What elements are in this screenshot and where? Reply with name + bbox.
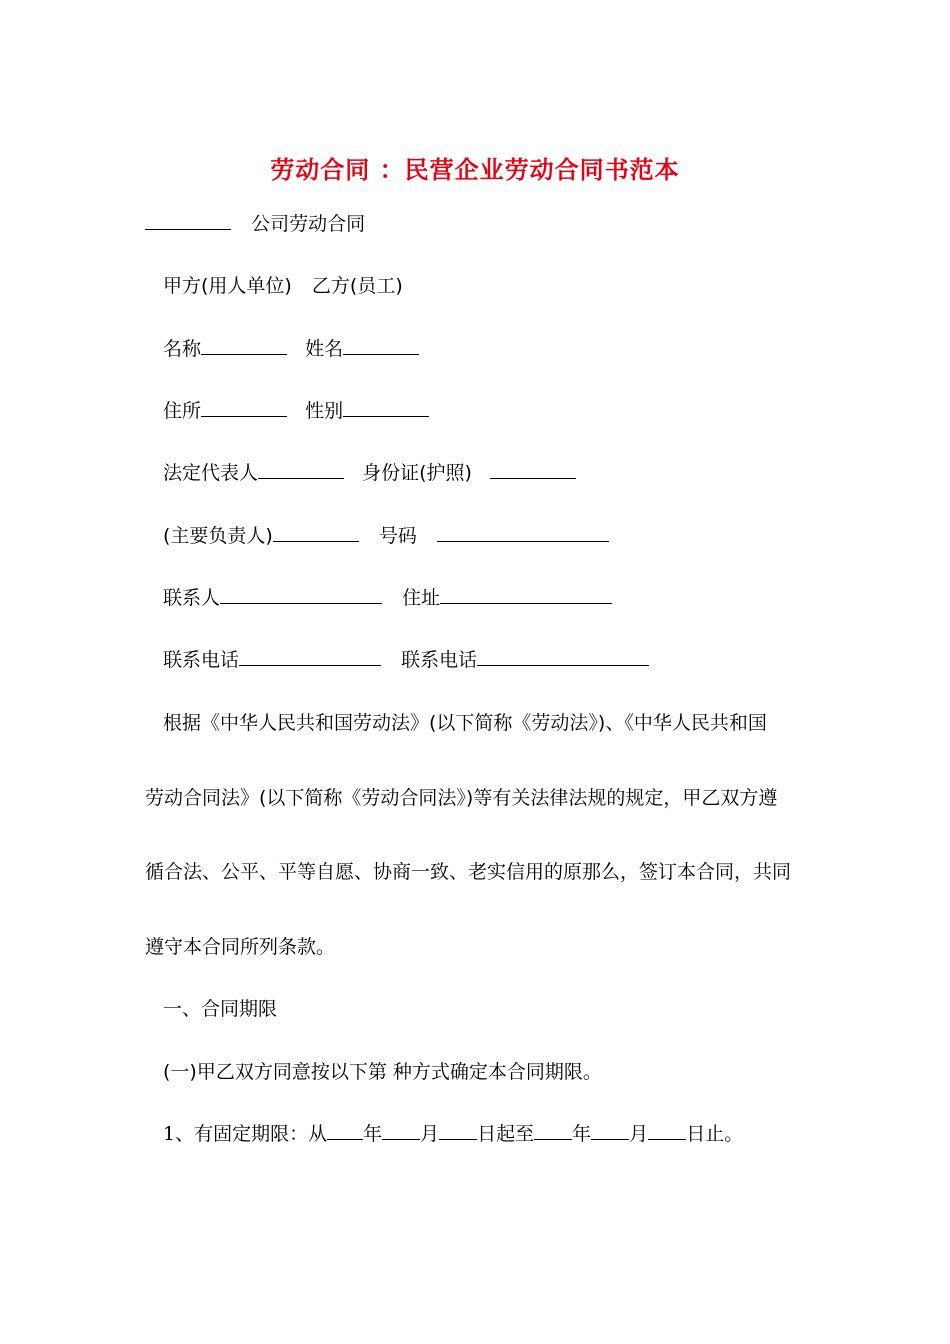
party-b-label: 乙方(员工) xyxy=(311,275,403,297)
contact-person-label: 联系人 xyxy=(163,587,221,609)
residence-line xyxy=(163,398,429,424)
id-card-label: 身份证(护照) xyxy=(362,462,472,484)
contact-line xyxy=(163,585,612,611)
preamble-line-3: 循合法、公平、平等自愿、协商一致、老实信用的原那么，签订本合同，共同 xyxy=(145,861,792,883)
to-month-label: 月 xyxy=(629,1123,649,1145)
from-month-label: 月 xyxy=(420,1123,440,1145)
company-name-blank xyxy=(145,211,231,230)
gender-blank xyxy=(343,398,429,417)
fixed-term-line xyxy=(163,1121,743,1147)
preamble-line-4: 遵守本合同所列条款。 xyxy=(145,936,336,958)
from-day-label: 日起至 xyxy=(477,1123,535,1145)
name-blank xyxy=(201,336,287,355)
address-blank xyxy=(440,585,612,604)
from-day-blank xyxy=(439,1121,477,1140)
to-day-label: 日止。 xyxy=(686,1123,744,1145)
party-a-label: 甲方(用人单位) xyxy=(163,275,292,297)
contract-heading-line xyxy=(145,211,365,237)
full-name-blank xyxy=(343,336,419,355)
to-month-blank xyxy=(591,1121,629,1140)
gender-label: 性别 xyxy=(305,400,344,422)
phone-a-label: 联系电话 xyxy=(163,649,240,671)
residence-blank xyxy=(201,398,287,417)
from-year-label: 年 xyxy=(363,1123,383,1145)
contact-person-blank xyxy=(220,585,382,604)
legal-rep-line xyxy=(163,460,576,486)
preamble-line-2: 劳动合同法》(以下简称《劳动合同法》)等有关法律法规的规定，甲乙双方遵 xyxy=(145,787,778,809)
id-card-blank xyxy=(490,460,576,479)
from-year-blank xyxy=(327,1121,363,1140)
from-month-blank xyxy=(382,1121,420,1140)
name-label: 名称 xyxy=(163,338,202,360)
address-label: 住址 xyxy=(402,587,441,609)
preamble-line-1: 根据《中华人民共和国劳动法》(以下简称《劳动法》)、《中华人民共和国 xyxy=(163,712,767,734)
principal-blank xyxy=(273,523,359,542)
legal-rep-label: 法定代表人 xyxy=(163,462,259,484)
number-label: 号码 xyxy=(378,525,417,547)
phone-b-blank xyxy=(477,647,649,666)
phone-a-blank xyxy=(239,647,381,666)
legal-rep-blank xyxy=(258,460,344,479)
residence-label: 住所 xyxy=(163,400,202,422)
to-year-label: 年 xyxy=(572,1123,592,1145)
parties-line xyxy=(163,273,403,299)
section-sub-1: (一)甲乙双方同意按以下第 种方式确定本合同期限。 xyxy=(163,1061,602,1083)
document-title: 劳动合同 ：民营企业劳动合同书范本 xyxy=(270,155,680,184)
phone-line xyxy=(163,647,649,673)
to-year-blank xyxy=(534,1121,572,1140)
item-number: 1 xyxy=(163,1123,176,1145)
number-blank xyxy=(437,523,609,542)
section-heading: 一、合同期限 xyxy=(163,998,278,1020)
to-day-blank xyxy=(648,1121,686,1140)
principal-label: (主要负责人) xyxy=(163,525,273,547)
fixed-term-label: 、有固定期限：从 xyxy=(175,1123,328,1145)
phone-b-label: 联系电话 xyxy=(401,649,478,671)
principal-line xyxy=(163,523,609,549)
full-name-label: 姓名 xyxy=(305,338,344,360)
contract-heading: 公司劳动合同 xyxy=(251,213,366,235)
name-line xyxy=(163,336,419,362)
